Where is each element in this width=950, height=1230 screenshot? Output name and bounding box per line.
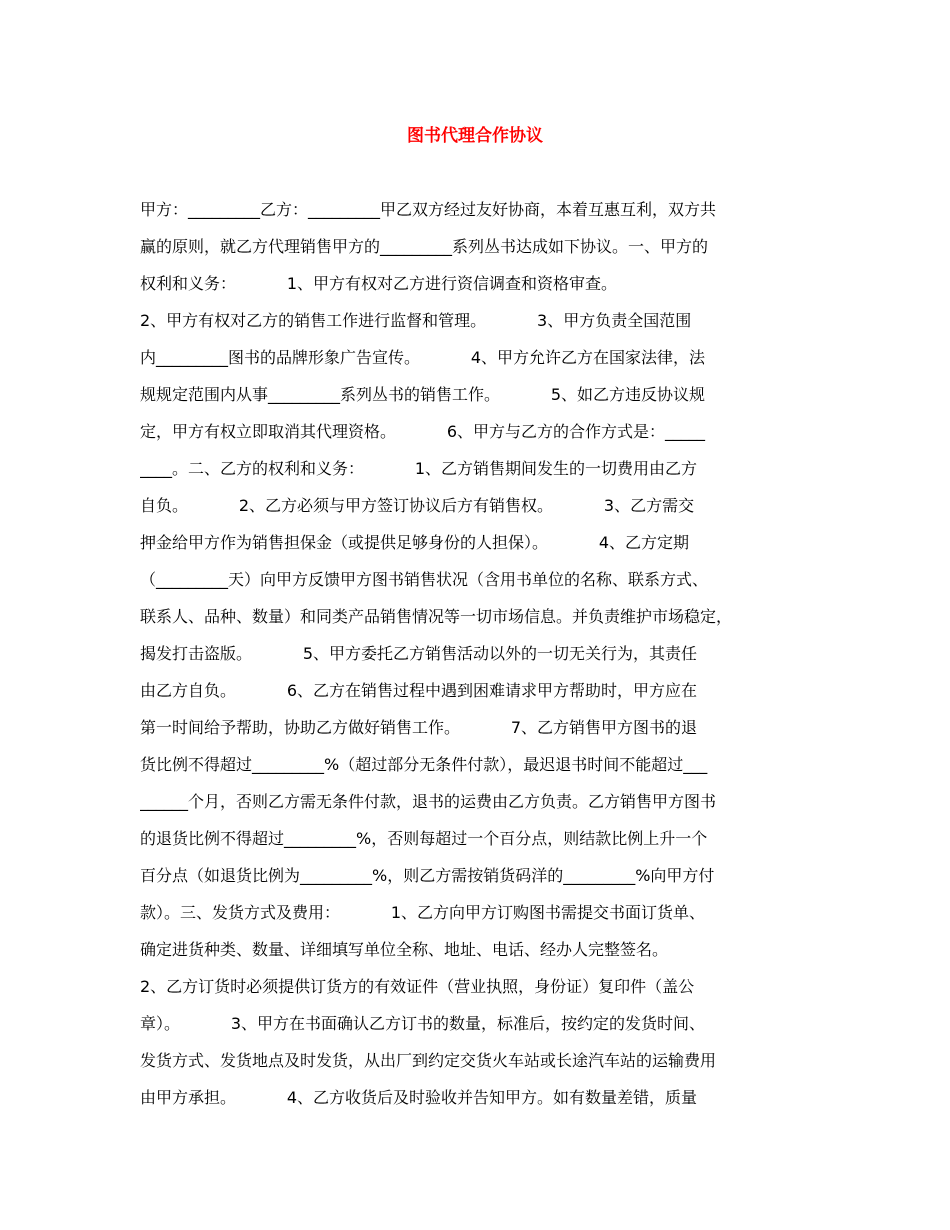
document-title: 图书代理合作协议 <box>407 126 543 146</box>
body-line: 确定进货种类、数量、详细填写单位全称、地址、电话、经办人完整签名。 <box>140 940 669 959</box>
body-line: 权利和义务： 1、甲方有权对乙方进行资信调查和资格审查。 <box>140 274 618 293</box>
body-line: 自负。 2、乙方必须与甲方签订协议后方有销售权。 3、乙方需交 <box>140 496 695 515</box>
body-line: 2、甲方有权对乙方的销售工作进行监督和管理。 3、甲方负责全国范围 <box>140 311 692 330</box>
body-line: （_________天）向甲方反馈甲方图书销售状况（含用书单位的名称、联系方式、 <box>140 570 709 589</box>
body-line: 百分点（如退货比例为_________%，则乙方需按销货码洋的_________%向甲方付 <box>140 866 715 885</box>
body-line: 由甲方承担。 4、乙方收货后及时验收并告知甲方。如有数量差错，质量 <box>140 1088 698 1107</box>
body-line: 联系人、品种、数量）和同类产品销售情况等一切市场信息。并负责维护市场稳定， <box>140 607 733 626</box>
body-line: 甲方：_________乙方：_________甲乙双方经过友好协商，本着互惠互利，双方共 <box>140 200 717 219</box>
body-line: 赢的原则，就乙方代理销售甲方的_________系列丛书达成如下协议。一、甲方的 <box>140 237 709 256</box>
body-line: 定，甲方有权立即取消其代理资格。 6、甲方与乙方的合作方式是：_____ <box>140 422 706 441</box>
body-line: ____。二、乙方的权利和义务： 1、乙方销售期间发生的一切费用由乙方 <box>140 459 698 478</box>
body-line: 的退货比例不得超过_________%，否则每超过一个百分点，则结款比例上升一个 <box>140 829 708 848</box>
body-line: 内_________图书的品牌形象广告宣传。 4、甲方允许乙方在国家法律，法 <box>140 348 706 367</box>
body-line: 款）。三、发货方式及费用： 1、乙方向甲方订购图书需提交书面订货单、 <box>140 903 706 922</box>
body-line: 押金给甲方作为销售担保金（或提供足够身份的人担保）。 4、乙方定期 <box>140 533 690 552</box>
body-line: ______个月，否则乙方需无条件付款，退书的运费由乙方负责。乙方销售甲方图书 <box>140 792 717 811</box>
body-line: 2、乙方订货时必须提供订货方的有效证件（营业执照，身份证）复印件（盖公 <box>140 977 695 996</box>
body-line: 由乙方自负。 6、乙方在销售过程中遇到困难请求甲方帮助时，甲方应在 <box>140 681 698 700</box>
body-line: 揭发打击盗版。 5、甲方委托乙方销售活动以外的一切无关行为，其责任 <box>140 644 698 663</box>
agreement-body <box>140 191 820 1116</box>
body-line: 规规定范围内从事_________系列丛书的销售工作。 5、如乙方违反协议规 <box>140 385 706 404</box>
body-line: 发货方式、发货地点及时发货，从出厂到约定交货火车站或长途汽车站的运输费用 <box>140 1051 717 1070</box>
body-line: 货比例不得超过_________%（超过部分无条件付款），最迟退书时间不能超过___ <box>140 755 708 774</box>
body-line: 章）。 3、甲方在书面确认乙方订书的数量，标准后，按约定的发货时间、 <box>140 1014 706 1033</box>
body-line: 第一时间给予帮助，协助乙方做好销售工作。 7、乙方销售甲方图书的退 <box>140 718 698 737</box>
